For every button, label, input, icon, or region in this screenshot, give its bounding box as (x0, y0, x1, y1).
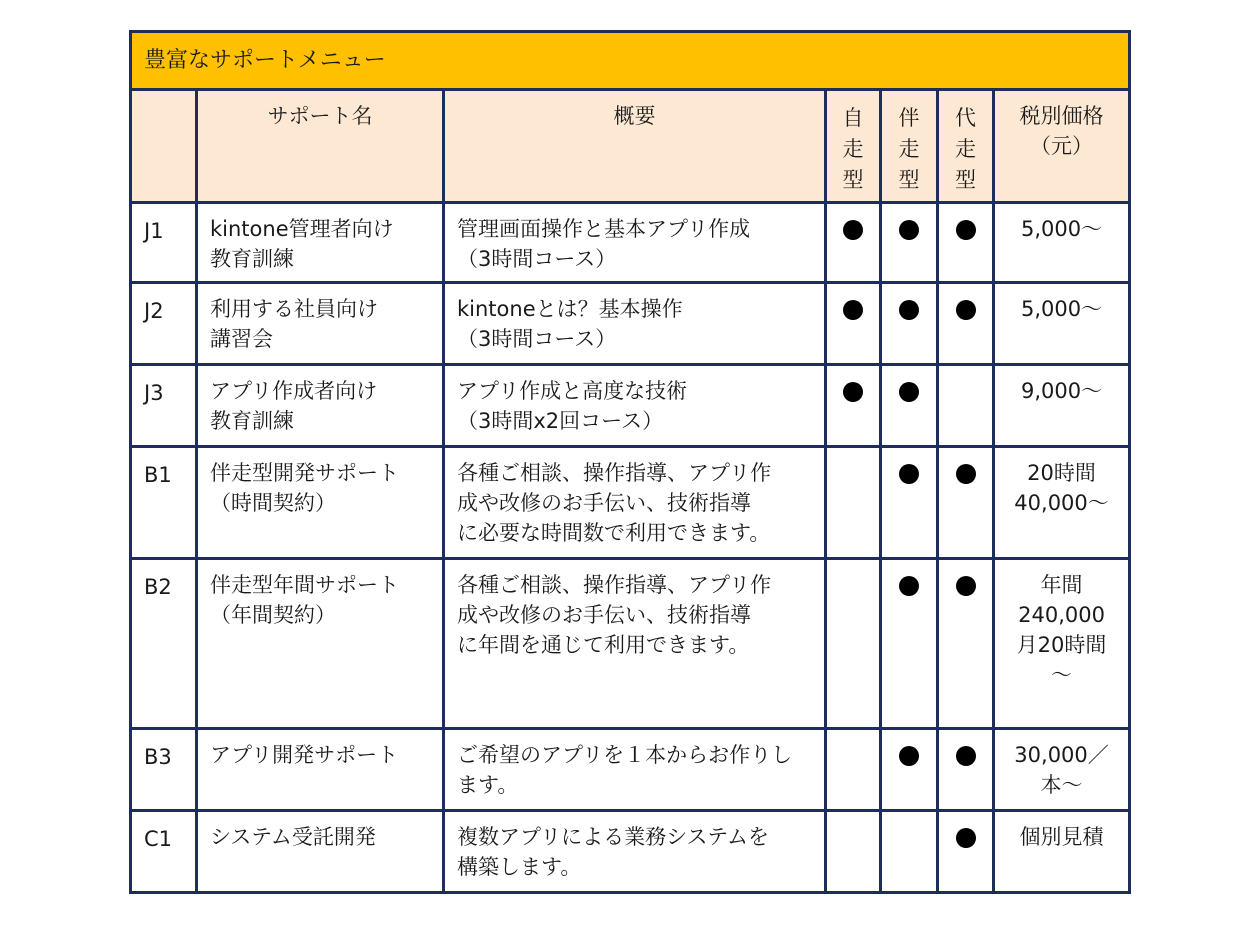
row-price (994, 447, 1130, 559)
row-summary-text: 複数アプリによる業務システムを 構築します。 (457, 825, 770, 879)
row-price-text: 30,000／ 本～ (1014, 743, 1109, 797)
row-code (131, 811, 197, 893)
row-code-text: J2 (144, 299, 164, 323)
filled-circle-icon (956, 464, 976, 484)
filled-circle-icon (899, 464, 919, 484)
row-accompany-mark (881, 365, 938, 447)
header-summary: 概要 (444, 90, 826, 203)
row-code-text: J3 (144, 381, 164, 405)
filled-circle-icon (843, 220, 863, 240)
row-code-text: B1 (144, 463, 172, 487)
row-price-text: 9,000～ (1020, 379, 1103, 403)
row-code (131, 203, 197, 283)
row-summary (444, 811, 826, 893)
row-summary (444, 729, 826, 811)
row-code-text: J1 (144, 219, 164, 243)
filled-circle-icon (899, 300, 919, 320)
row-code-text: B3 (144, 745, 172, 769)
row-summary-text: 各種ご相談、操作指導、アプリ作 成や改修のお手伝い、技術指導 に年間を通じて利用できます。 (457, 573, 772, 657)
row-support-name (197, 559, 444, 729)
header-price: 税別価格 （元） (994, 90, 1130, 203)
row-accompany-mark (881, 203, 938, 283)
row-support-name-text: 伴走型年間サポート （年間契約） (210, 573, 399, 627)
row-price (994, 283, 1130, 365)
row-support-name (197, 729, 444, 811)
row-code-text: B2 (144, 575, 172, 599)
row-support-name (197, 203, 444, 283)
filled-circle-icon (956, 220, 976, 240)
filled-circle-icon (956, 576, 976, 596)
row-support-name (197, 811, 444, 893)
row-summary-text: kintoneとは？基本操作 （3時間コース） (457, 297, 683, 351)
row-agency-mark (938, 203, 994, 283)
filled-circle-icon (956, 746, 976, 766)
table-body (131, 203, 1130, 893)
row-agency-mark (938, 447, 994, 559)
filled-circle-icon (843, 300, 863, 320)
table-row (131, 811, 1130, 893)
row-support-name (197, 283, 444, 365)
title-row (131, 32, 1130, 90)
row-self-mark (826, 559, 881, 729)
row-self-mark (826, 203, 881, 283)
filled-circle-icon (899, 746, 919, 766)
header-accompany: 伴 走 型 (881, 90, 938, 203)
support-menu-table (129, 30, 1131, 894)
row-price-text: 20時間 40,000～ (1014, 461, 1109, 515)
row-accompany-mark (881, 283, 938, 365)
row-summary-text: 各種ご相談、操作指導、アプリ作 成や改修のお手伝い、技術指導 に必要な時間数で利用できます。 (457, 461, 772, 545)
header-row (131, 90, 1130, 203)
header-support-name: サポート名 (197, 90, 444, 203)
row-code (131, 447, 197, 559)
row-support-name-text: 伴走型開発サポート （時間契約） (210, 461, 399, 515)
row-accompany-mark (881, 447, 938, 559)
row-price (994, 365, 1130, 447)
filled-circle-icon (899, 382, 919, 402)
row-support-name-text: 利用する社員向け 講習会 (210, 297, 378, 351)
row-self-mark (826, 729, 881, 811)
row-summary-text: ご希望のアプリを１本からお作りし ます。 (457, 743, 793, 797)
row-summary-text: アプリ作成と高度な技術 （3時間x2回コース） (457, 379, 688, 433)
row-self-mark (826, 283, 881, 365)
row-summary (444, 447, 826, 559)
row-self-mark (826, 811, 881, 893)
row-summary-text: 管理画面操作と基本アプリ作成 （3時間コース） (457, 217, 751, 271)
row-self-mark (826, 365, 881, 447)
row-support-name (197, 365, 444, 447)
row-support-name-text: アプリ開発サポート (210, 743, 399, 767)
table-row (131, 559, 1130, 729)
filled-circle-icon (843, 382, 863, 402)
row-price (994, 203, 1130, 283)
row-agency-mark (938, 559, 994, 729)
filled-circle-icon (899, 576, 919, 596)
header-self-run: 自 走 型 (826, 90, 881, 203)
filled-circle-icon (899, 220, 919, 240)
table-row (131, 729, 1130, 811)
row-summary (444, 559, 826, 729)
row-summary (444, 203, 826, 283)
row-code (131, 283, 197, 365)
row-support-name-text: kintone管理者向け 教育訓練 (210, 217, 394, 271)
row-accompany-mark (881, 811, 938, 893)
row-accompany-mark (881, 559, 938, 729)
row-support-name-text: システム受託開発 (210, 825, 376, 849)
table-row (131, 365, 1130, 447)
row-price-text: 個別見積 (1019, 825, 1104, 849)
header-code (131, 90, 197, 203)
row-self-mark (826, 447, 881, 559)
row-agency-mark (938, 729, 994, 811)
table-row (131, 203, 1130, 283)
table-row (131, 447, 1130, 559)
row-price-text: 5,000～ (1020, 217, 1103, 241)
row-code (131, 365, 197, 447)
table-title: 豊富なサポートメニュー (131, 32, 1130, 90)
row-price (994, 559, 1130, 729)
row-agency-mark (938, 811, 994, 893)
row-support-name-text: アプリ作成者向け 教育訓練 (210, 379, 378, 433)
filled-circle-icon (956, 828, 976, 848)
row-accompany-mark (881, 729, 938, 811)
header-agency: 代 走 型 (938, 90, 994, 203)
table-row (131, 283, 1130, 365)
row-agency-mark (938, 283, 994, 365)
row-summary (444, 365, 826, 447)
row-price-text: 年間 240,000 月20時間 ～ (1016, 573, 1107, 687)
row-agency-mark (938, 365, 994, 447)
row-price (994, 811, 1130, 893)
filled-circle-icon (956, 300, 976, 320)
row-support-name (197, 447, 444, 559)
row-code-text: C1 (144, 827, 173, 851)
row-code (131, 559, 197, 729)
row-price-text: 5,000～ (1020, 297, 1103, 321)
row-code (131, 729, 197, 811)
row-price (994, 729, 1130, 811)
row-summary (444, 283, 826, 365)
